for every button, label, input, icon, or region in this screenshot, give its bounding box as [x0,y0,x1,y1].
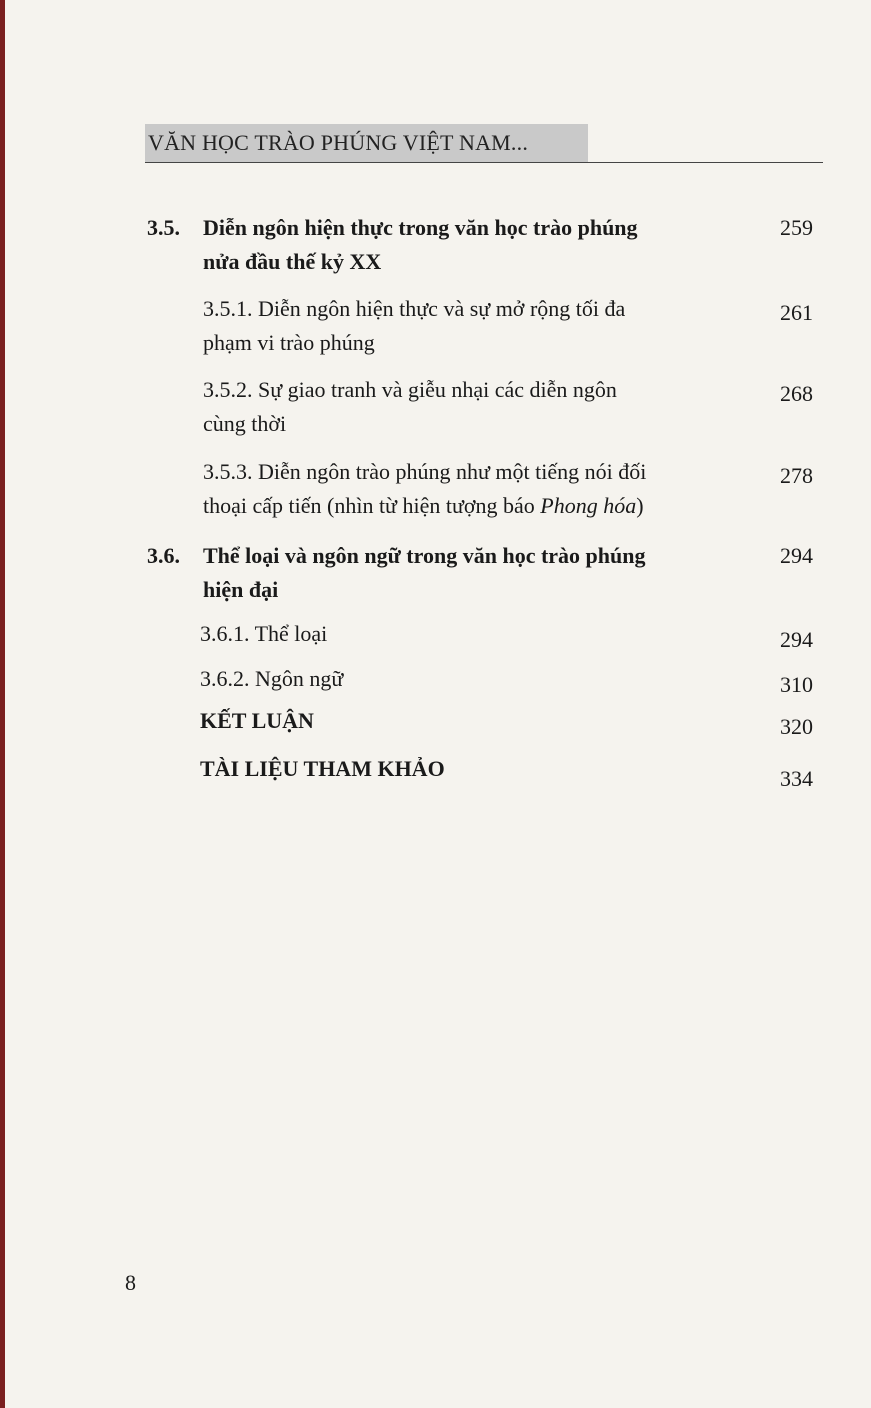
toc-entry-title: 3.5.3. Diễn ngôn trào phúng như một tiếng nói đối [203,459,647,484]
toc-entry-page: 259 [780,215,813,240]
toc-entry-page: 278 [780,463,813,488]
toc-entry-title: 3.5.1. Diễn ngôn hiện thực và sự mở rộng tối đa [203,296,626,321]
toc-entry-page: 334 [780,766,813,791]
running-header-title: VĂN HỌC TRÀO PHÚNG VIỆT NAM... [148,130,529,155]
toc-entry-page: 294 [780,543,813,568]
toc-entry-3-5-3 [0,454,871,534]
toc-entry-title: Diễn ngôn hiện thực trong văn học trào phúng [203,215,638,240]
toc-entry-3-6-2 [0,661,871,701]
toc-entry-page: 268 [780,381,813,406]
toc-entry-title-cont [203,488,644,524]
toc-entry-3-6 [0,538,871,618]
toc-entry-title-cont: hiện đại [203,577,279,602]
toc-entry-title: Thể loại và ngôn ngữ trong văn học trào phúng [203,543,646,568]
toc-entry-title: KẾT LUẬN [200,708,314,733]
newspaper-title: Phong hóa [540,493,637,518]
running-header [145,124,588,162]
toc-entry-title-cont: cùng thời [203,411,287,436]
toc-entry-title: 3.6.2. Ngôn ngữ [200,666,344,691]
header-divider [145,162,823,163]
toc-entry-title: 3.5.2. Sự giao tranh và giễu nhại các diễn ngôn [203,377,617,402]
toc-entry-title-cont: nửa đầu thế kỷ XX [203,249,382,274]
toc-entry-title-cont: phạm vi trào phúng [203,330,375,355]
toc-entry-page: 310 [780,672,813,697]
toc-entry-title: 3.6.1. Thể loại [200,621,328,646]
toc-entry-3-5 [0,210,871,290]
page-number: 8 [125,1270,136,1295]
toc-entry-3-6-1 [0,616,871,656]
toc-entry-conclusion [0,703,871,743]
toc-entry-page: 261 [780,300,813,325]
toc-entry-number: 3.6. [147,543,180,568]
toc-entry-number: 3.5. [147,215,180,240]
toc-entry-page: 294 [780,627,813,652]
toc-entry-3-5-2 [0,372,871,452]
toc-entry-page: 320 [780,714,813,739]
toc-entry-references [0,751,871,791]
toc-entry-title-text: ) [636,493,644,518]
toc-entry-3-5-1 [0,291,871,371]
toc-entry-title: TÀI LIỆU THAM KHẢO [200,756,445,781]
toc-entry-title-text: thoại cấp tiến (nhìn từ hiện tượng báo [203,493,541,518]
